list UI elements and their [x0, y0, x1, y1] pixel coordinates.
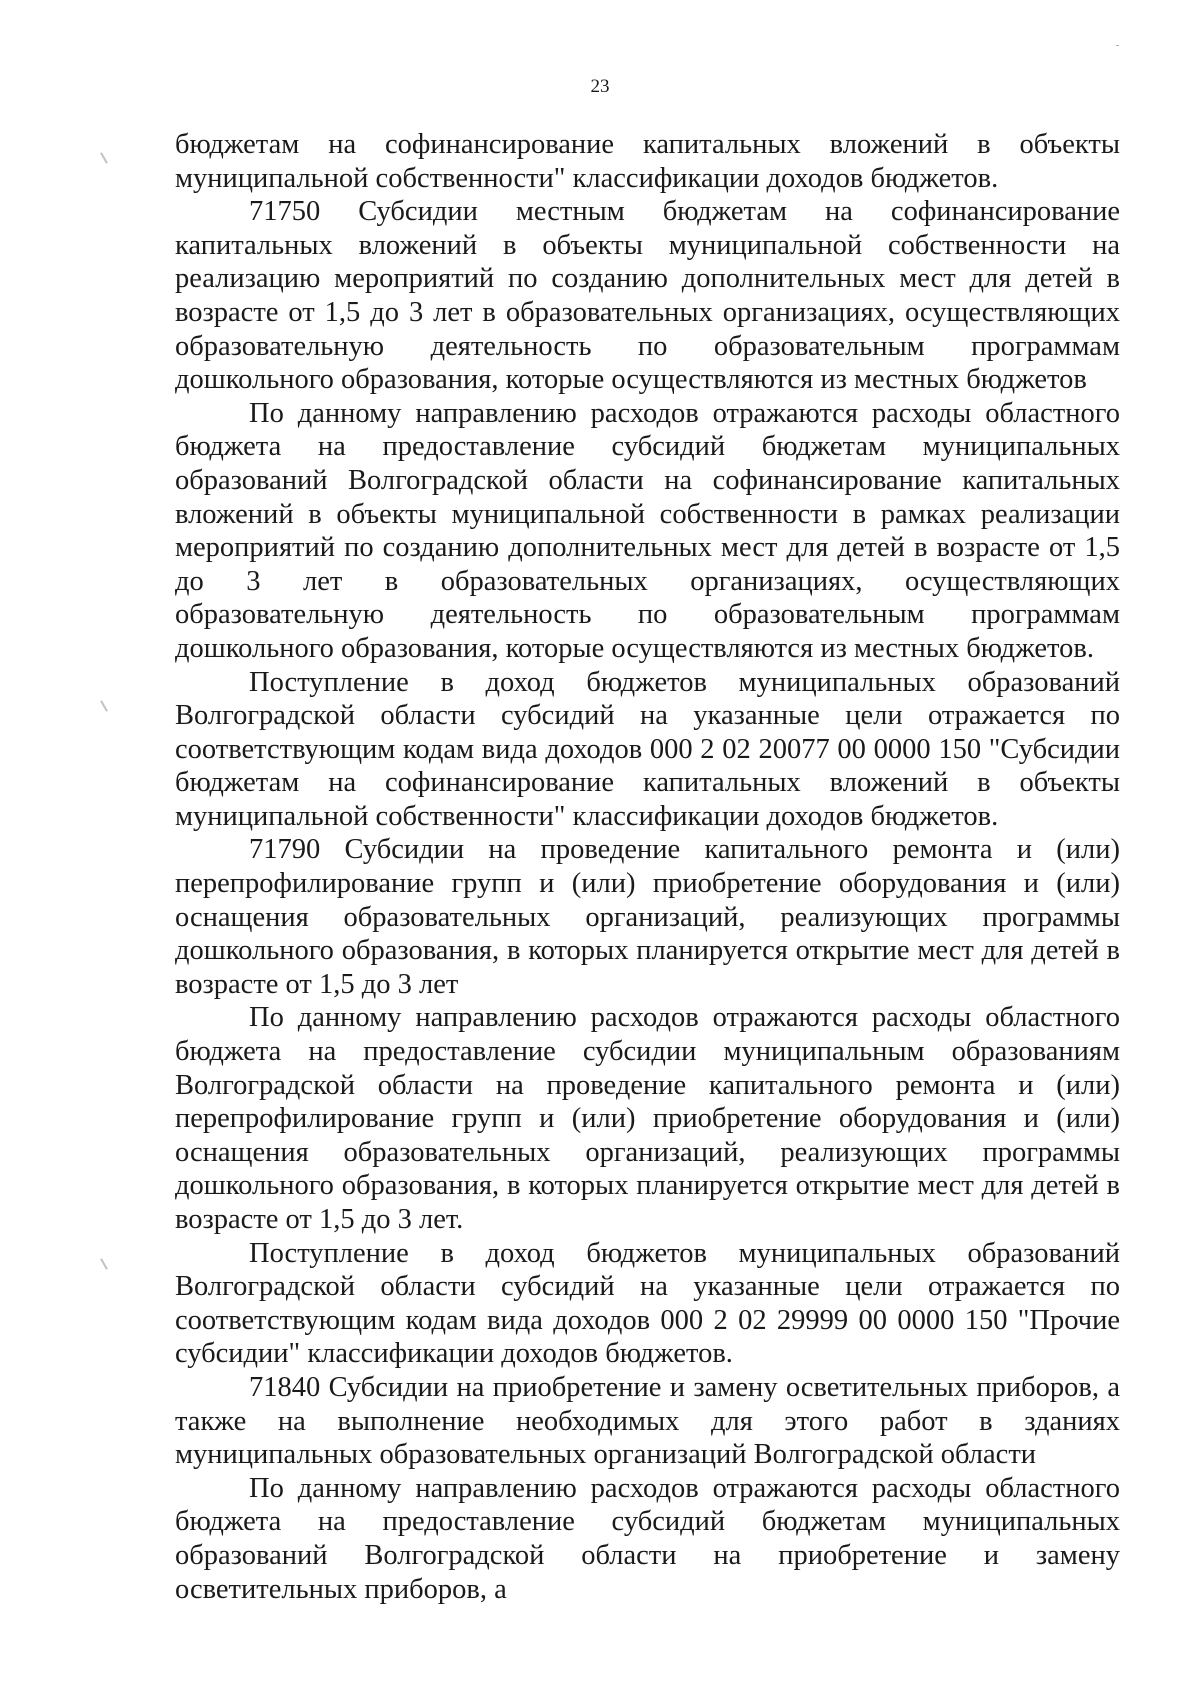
paragraph-section-heading-71790: 71790 Субсидии на проведение капитального ремонта и (или) перепрофилирование групп и (или) приобретение оборудования и (или) оснащения образовательных организаций, реализующих программы дошкольного образования, в которых планируется открытие мест для детей в возрасте от 1,5 до 3 лет	[175, 834, 1120, 1000]
paragraph: По данному направлению расходов отражаются расходы областного бюджета на предоставление субсидий бюджетам муниципальных образований Волгоградской области на софинансирование капитальных вложений в объекты муниципальной собственности в рамках реализации мероприятий по созданию дополнительных мест для детей в возрасте от 1,5 до 3 лет в образовательных организациях, осуществляющих образовательную деятельность по образовательным программам дошкольного образования, которые осуществляются из местных бюджетов.	[175, 397, 1120, 664]
paragraph: По данному направлению расходов отражаются расходы областного бюджета на предоставление субсидий бюджетам муниципальных образований Волгоградской области на приобретение и замену осветительных приборов, а	[175, 1472, 1120, 1605]
paragraph: Поступление в доход бюджетов муниципальных образований Волгоградской области субсидий на указанные цели отражается по соответствующим кодам вида доходов 000 2 02 20077 00 0000 150 "Субсидии бюджетам на софинансирование капитальных вложений в объекты муниципальной собственности" классификации доходов бюджетов.	[175, 666, 1120, 832]
document-body	[175, 128, 1120, 1606]
scan-artifact	[100, 700, 108, 711]
scan-artifact	[1116, 45, 1119, 46]
paragraph-continuation: бюджетам на софинансирование капитальных вложений в объекты муниципальной собственности" классификации доходов бюджетов.	[175, 129, 1120, 194]
paragraph: Поступление в доход бюджетов муниципальных образований Волгоградской области субсидий на указанные цели отражается по соответствующим кодам вида доходов 000 2 02 29999 00 0000 150 "Прочие субсидии" классификации доходов бюджетов.	[175, 1237, 1120, 1370]
paragraph-section-heading-71840: 71840 Субсидии на приобретение и замену осветительных приборов, а также на выполнение необходимых для этого работ в зданиях муниципальных образовательных организаций Волгоградской области	[175, 1371, 1120, 1471]
paragraph: По данному направлению расходов отражаются расходы областного бюджета на предоставление субсидии муниципальным образованиям Волгоградской области на проведение капитального ремонта и (или) перепрофилирование групп и (или) приобретение оборудования и (или) оснащения образовательных организаций, реализующих программы дошкольного образования, в которых планируется открытие мест для детей в возрасте от 1,5 до 3 лет.	[175, 1002, 1120, 1235]
page-number: 23	[590, 76, 610, 97]
scan-artifact	[100, 1258, 108, 1269]
paragraph-section-heading-71750: 71750 Субсидии местным бюджетам на софинансирование капитальных вложений в объекты муниципальной собственности на реализацию мероприятий по созданию дополнительных мест для детей в возрасте от 1,5 до 3 лет в образовательных организациях, осуществляющих образовательную деятельность по образовательным программам дошкольного образования, которые осуществляются из местных бюджетов	[175, 196, 1120, 396]
scan-artifact	[100, 152, 108, 163]
